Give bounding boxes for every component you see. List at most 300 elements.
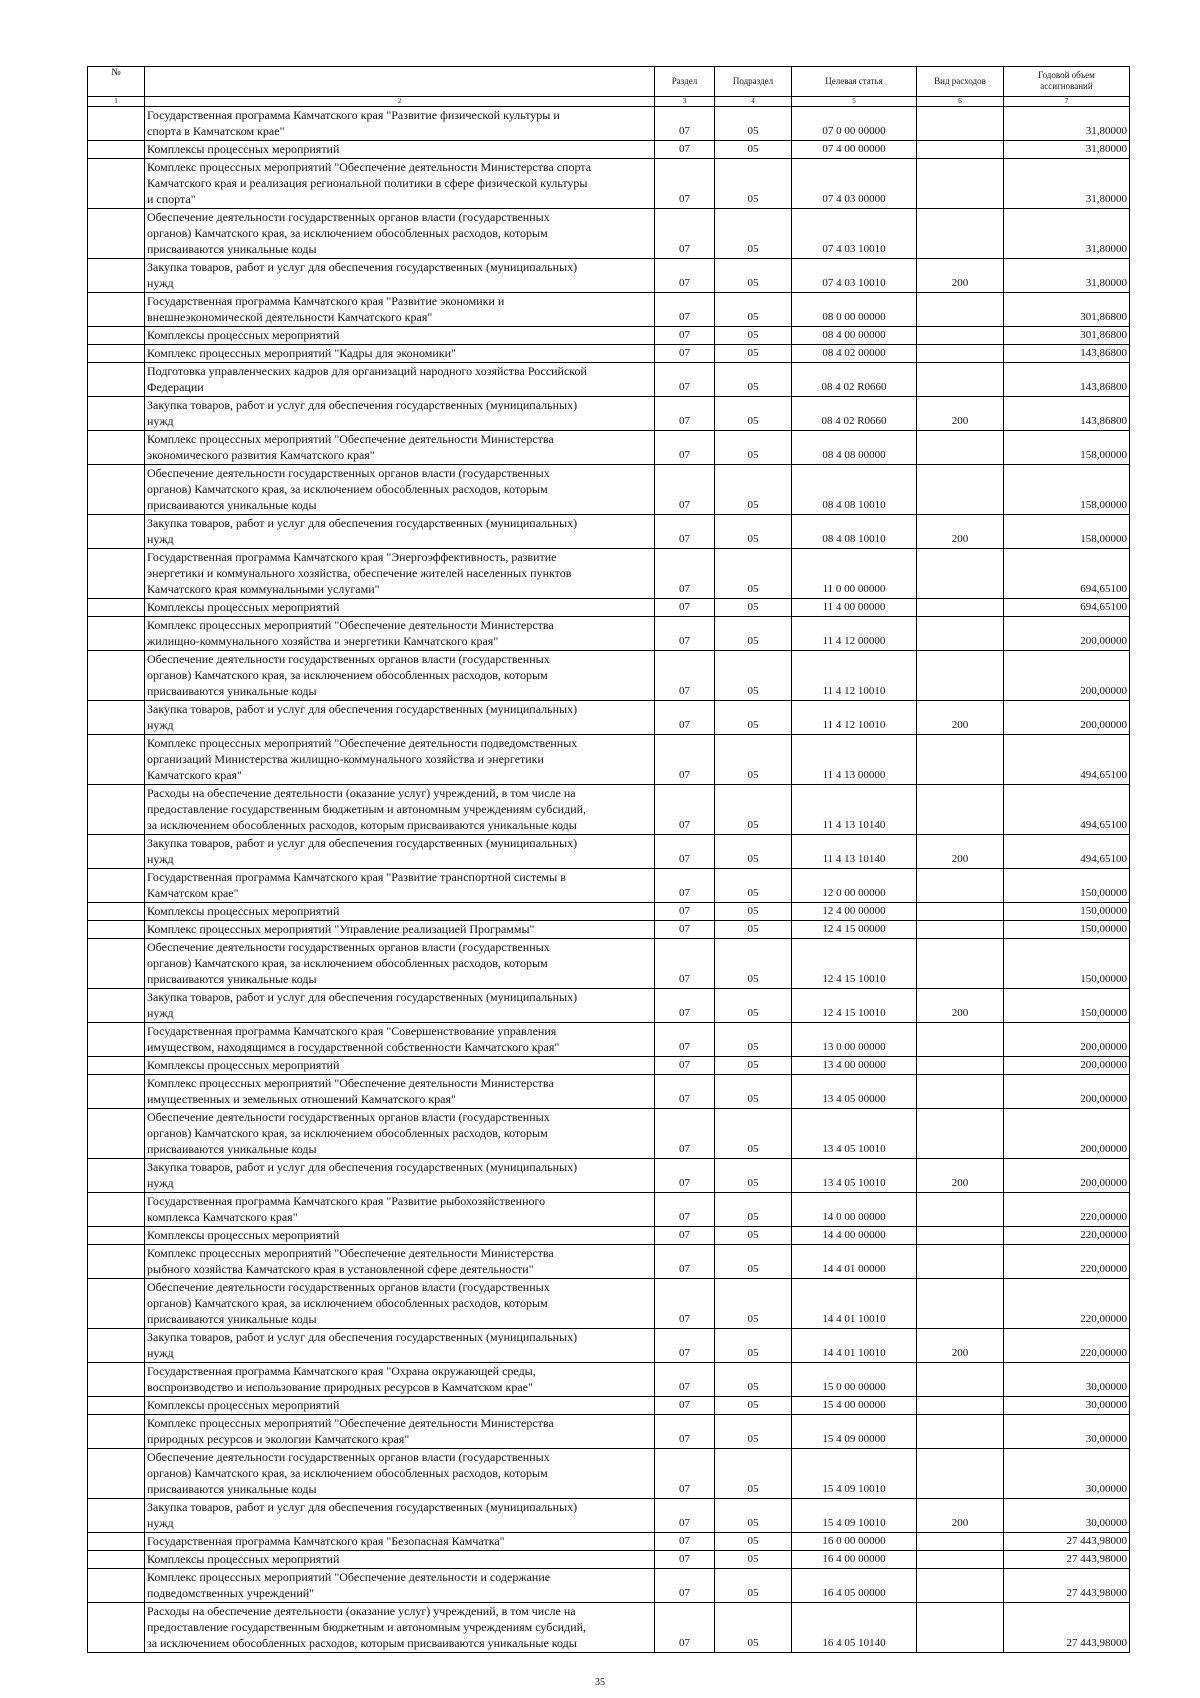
cell-amount: 158,00000 (1004, 431, 1130, 465)
name-line: Комплекс процессных мероприятий "Обеспечение деятельности Министерства спорта (147, 160, 592, 174)
cell-number (88, 1449, 145, 1499)
cell-subsection: 05 (715, 1227, 792, 1245)
name-line: Камчатского края и реализация региональной политики в сфере физической культуры (147, 176, 588, 190)
cell-target: 11 4 12 10010 (792, 651, 917, 701)
table-row (88, 259, 1130, 293)
name-line: органов) Камчатского края, за исключением обособленных расходов, которым (147, 1296, 548, 1310)
cell-amount: 301,86800 (1004, 293, 1130, 327)
cell-target: 11 0 00 00000 (792, 549, 917, 599)
column-number: 6 (917, 97, 1004, 107)
cell-expense-type: 200 (917, 835, 1004, 869)
cell-section: 07 (655, 1329, 715, 1363)
name-line: Камчатском крае" (147, 886, 239, 900)
header-amount-line: ассигнований (1040, 81, 1093, 91)
table-row (88, 835, 1130, 869)
name-line: внешнеэкономической деятельности Камчатского края" (147, 310, 433, 324)
cell-target: 13 4 05 10010 (792, 1159, 917, 1193)
cell-amount: 31,80000 (1004, 107, 1130, 141)
cell-subsection: 05 (715, 617, 792, 651)
name-line: Комплекс процессных мероприятий "Обеспечение деятельности Министерства (147, 432, 554, 446)
cell-amount: 694,65100 (1004, 599, 1130, 617)
cell-subsection: 05 (715, 903, 792, 921)
cell-number (88, 785, 145, 835)
cell-name (145, 1533, 655, 1551)
table-row (88, 515, 1130, 549)
cell-section: 07 (655, 209, 715, 259)
cell-expense-type (917, 869, 1004, 903)
cell-target: 11 4 12 10010 (792, 701, 917, 735)
cell-amount: 220,00000 (1004, 1227, 1130, 1245)
table-row (88, 431, 1130, 465)
column-numbers-row (88, 97, 1130, 107)
cell-target: 12 0 00 00000 (792, 869, 917, 903)
cell-section: 07 (655, 617, 715, 651)
cell-name (145, 989, 655, 1023)
name-line: Комплекс процессных мероприятий "Обеспечение деятельности и содержание (147, 1570, 551, 1584)
cell-expense-type (917, 939, 1004, 989)
cell-subsection: 05 (715, 1551, 792, 1569)
cell-subsection: 05 (715, 651, 792, 701)
name-line: органов) Камчатского края, за исключением обособленных расходов, которым (147, 1466, 548, 1480)
table-row (88, 1159, 1130, 1193)
table-row (88, 549, 1130, 599)
page-number: 35 (595, 1677, 605, 1688)
cell-number (88, 1057, 145, 1075)
cell-amount: 200,00000 (1004, 1109, 1130, 1159)
table-row (88, 107, 1130, 141)
cell-number (88, 1023, 145, 1057)
cell-section: 07 (655, 1057, 715, 1075)
cell-section: 07 (655, 1193, 715, 1227)
cell-subsection: 05 (715, 785, 792, 835)
cell-target: 15 4 09 10010 (792, 1449, 917, 1499)
cell-section: 07 (655, 1415, 715, 1449)
cell-name (145, 1603, 655, 1653)
cell-expense-type: 200 (917, 515, 1004, 549)
name-line: Закупка товаров, работ и услуг для обеспечения государственных (муниципальных) (147, 702, 578, 716)
cell-expense-type (917, 327, 1004, 345)
name-line: Комплексы процессных мероприятий (147, 142, 340, 156)
cell-subsection: 05 (715, 1075, 792, 1109)
cell-section: 07 (655, 651, 715, 701)
cell-target: 08 4 02 R0660 (792, 397, 917, 431)
cell-number (88, 345, 145, 363)
cell-subsection: 05 (715, 363, 792, 397)
cell-target: 08 4 02 00000 (792, 345, 917, 363)
cell-subsection: 05 (715, 1279, 792, 1329)
table-row (88, 209, 1130, 259)
cell-name (145, 1551, 655, 1569)
table-row (88, 701, 1130, 735)
name-line: экономического развития Камчатского края" (147, 448, 375, 462)
cell-target: 12 4 15 10010 (792, 989, 917, 1023)
cell-subsection: 05 (715, 1449, 792, 1499)
cell-section: 07 (655, 1603, 715, 1653)
name-line: имуществом, находящимся в государственной собственности Камчатского края" (147, 1040, 560, 1054)
cell-target: 13 4 05 00000 (792, 1075, 917, 1109)
name-line: Обеспечение деятельности государственных органов власти (государственных (147, 652, 550, 666)
cell-target: 08 4 08 10010 (792, 515, 917, 549)
cell-section: 07 (655, 1279, 715, 1329)
cell-name (145, 651, 655, 701)
cell-amount: 494,65100 (1004, 785, 1130, 835)
cell-target: 15 4 09 00000 (792, 1415, 917, 1449)
name-line: предоставление государственным бюджетным и автономным учреждениям субсидий, (147, 802, 587, 816)
cell-amount: 31,80000 (1004, 159, 1130, 209)
cell-target: 12 4 15 10010 (792, 939, 917, 989)
name-line: за исключением обособленных расходов, которым присваиваются уникальные коды (147, 818, 577, 832)
cell-name (145, 617, 655, 651)
cell-number (88, 1397, 145, 1415)
cell-section: 07 (655, 921, 715, 939)
cell-amount: 150,00000 (1004, 869, 1130, 903)
name-line: Комплексы процессных мероприятий (147, 1228, 340, 1242)
table-row (88, 869, 1130, 903)
cell-number (88, 1109, 145, 1159)
cell-expense-type (917, 1023, 1004, 1057)
cell-section: 07 (655, 363, 715, 397)
table-row (88, 1449, 1130, 1499)
cell-section: 07 (655, 735, 715, 785)
cell-number (88, 735, 145, 785)
name-line: природных ресурсов и экологии Камчатского края" (147, 1432, 410, 1446)
cell-section: 07 (655, 1023, 715, 1057)
name-line: Закупка товаров, работ и услуг для обеспечения государственных (муниципальных) (147, 1500, 578, 1514)
cell-name (145, 549, 655, 599)
cell-section: 07 (655, 1363, 715, 1397)
cell-amount: 30,00000 (1004, 1449, 1130, 1499)
name-line: Камчатского края коммунальными услугами" (147, 582, 380, 596)
cell-section: 07 (655, 397, 715, 431)
cell-expense-type (917, 345, 1004, 363)
cell-number (88, 209, 145, 259)
cell-subsection: 05 (715, 1397, 792, 1415)
name-line: нужд (147, 414, 174, 428)
cell-number (88, 835, 145, 869)
cell-number (88, 1551, 145, 1569)
cell-target: 11 4 13 00000 (792, 735, 917, 785)
cell-expense-type (917, 1279, 1004, 1329)
table-row (88, 921, 1130, 939)
cell-amount: 143,86800 (1004, 363, 1130, 397)
cell-amount: 150,00000 (1004, 989, 1130, 1023)
cell-amount: 143,86800 (1004, 345, 1130, 363)
cell-section: 07 (655, 1569, 715, 1603)
cell-name (145, 1193, 655, 1227)
header-target: Целевая статья (792, 67, 917, 97)
cell-subsection: 05 (715, 1023, 792, 1057)
cell-amount: 220,00000 (1004, 1279, 1130, 1329)
cell-number (88, 1415, 145, 1449)
cell-number (88, 465, 145, 515)
cell-target: 13 0 00 00000 (792, 1023, 917, 1057)
name-line: Государственная программа Камчатского края "Энергоэффективность, развитие (147, 550, 557, 564)
table-row (88, 141, 1130, 159)
cell-expense-type (917, 209, 1004, 259)
cell-number (88, 107, 145, 141)
cell-number (88, 293, 145, 327)
cell-subsection: 05 (715, 921, 792, 939)
cell-expense-type (917, 1415, 1004, 1449)
budget-table (87, 66, 1130, 1653)
table-row (88, 1551, 1130, 1569)
name-line: нужд (147, 852, 174, 866)
cell-number (88, 869, 145, 903)
cell-amount: 150,00000 (1004, 921, 1130, 939)
cell-amount: 31,80000 (1004, 209, 1130, 259)
cell-name (145, 1329, 655, 1363)
cell-section: 07 (655, 1109, 715, 1159)
cell-amount: 494,65100 (1004, 835, 1130, 869)
cell-target: 16 4 00 00000 (792, 1551, 917, 1569)
table-row (88, 1109, 1130, 1159)
cell-expense-type (917, 1057, 1004, 1075)
cell-number (88, 1075, 145, 1109)
table-row (88, 1499, 1130, 1533)
name-line: Комплексы процессных мероприятий (147, 1398, 340, 1412)
cell-subsection: 05 (715, 1603, 792, 1653)
cell-section: 07 (655, 345, 715, 363)
cell-subsection: 05 (715, 989, 792, 1023)
cell-expense-type (917, 617, 1004, 651)
cell-target: 11 4 13 10140 (792, 835, 917, 869)
name-line: органов) Камчатского края, за исключением обособленных расходов, которым (147, 956, 548, 970)
cell-expense-type: 200 (917, 397, 1004, 431)
table-row (88, 1603, 1130, 1653)
cell-number (88, 617, 145, 651)
cell-section: 07 (655, 1449, 715, 1499)
cell-number (88, 1499, 145, 1533)
cell-target: 14 4 00 00000 (792, 1227, 917, 1245)
cell-subsection: 05 (715, 465, 792, 515)
name-line: Комплекс процессных мероприятий "Обеспечение деятельности подведомственных (147, 736, 578, 750)
table-row (88, 1245, 1130, 1279)
cell-section: 07 (655, 327, 715, 345)
cell-expense-type (917, 465, 1004, 515)
cell-section: 07 (655, 431, 715, 465)
cell-name (145, 1363, 655, 1397)
table-row (88, 1533, 1130, 1551)
table-row (88, 989, 1130, 1023)
cell-target: 08 0 00 00000 (792, 293, 917, 327)
column-number: 4 (715, 97, 792, 107)
cell-section: 07 (655, 1075, 715, 1109)
cell-subsection: 05 (715, 1057, 792, 1075)
cell-target: 07 4 00 00000 (792, 141, 917, 159)
cell-name (145, 465, 655, 515)
cell-name (145, 1057, 655, 1075)
name-line: Комплексы процессных мероприятий (147, 1552, 340, 1566)
cell-subsection: 05 (715, 549, 792, 599)
table-row (88, 735, 1130, 785)
cell-subsection: 05 (715, 1329, 792, 1363)
name-line: Закупка товаров, работ и услуг для обеспечения государственных (муниципальных) (147, 516, 578, 530)
cell-expense-type: 200 (917, 259, 1004, 293)
name-line: Комплексы процессных мероприятий (147, 600, 340, 614)
cell-expense-type (917, 1603, 1004, 1653)
table-row (88, 939, 1130, 989)
cell-subsection: 05 (715, 327, 792, 345)
cell-number (88, 1193, 145, 1227)
name-line: Расходы на обеспечение деятельности (оказание услуг) учреждений, в том числе на (147, 786, 576, 800)
table-row (88, 345, 1130, 363)
name-line: Комплекс процессных мероприятий "Кадры для экономики" (147, 346, 456, 360)
name-line: нужд (147, 1006, 174, 1020)
header-section: Раздел (655, 67, 715, 97)
table-row (88, 1363, 1130, 1397)
cell-expense-type: 200 (917, 1329, 1004, 1363)
table-row (88, 1415, 1130, 1449)
name-line: Государственная программа Камчатского края "Совершенствование управления (147, 1024, 557, 1038)
cell-amount: 158,00000 (1004, 515, 1130, 549)
name-line: Комплекс процессных мероприятий "Управление реализацией Программы" (147, 922, 535, 936)
name-line: Закупка товаров, работ и услуг для обеспечения государственных (муниципальных) (147, 836, 578, 850)
cell-subsection: 05 (715, 259, 792, 293)
name-line: Государственная программа Камчатского края "Безопасная Камчатка" (147, 1534, 505, 1548)
cell-subsection: 05 (715, 1109, 792, 1159)
cell-expense-type (917, 1397, 1004, 1415)
cell-name (145, 345, 655, 363)
cell-subsection: 05 (715, 701, 792, 735)
name-line: Обеспечение деятельности государственных органов власти (государственных (147, 1450, 550, 1464)
cell-name (145, 293, 655, 327)
name-line: Комплекс процессных мероприятий "Обеспечение деятельности Министерства (147, 1246, 554, 1260)
cell-name (145, 835, 655, 869)
name-line: нужд (147, 1516, 174, 1530)
name-line: нужд (147, 532, 174, 546)
cell-target: 07 4 03 10010 (792, 209, 917, 259)
cell-target: 07 4 03 00000 (792, 159, 917, 209)
name-line: Федерации (147, 380, 204, 394)
cell-name (145, 735, 655, 785)
cell-number (88, 939, 145, 989)
cell-name (145, 785, 655, 835)
cell-expense-type (917, 903, 1004, 921)
name-line: имущественных и земельных отношений Камчатского края" (147, 1092, 456, 1106)
header-subsection: Подраздел (715, 67, 792, 97)
name-line: нужд (147, 1176, 174, 1190)
cell-expense-type (917, 293, 1004, 327)
name-line: Обеспечение деятельности государственных органов власти (государственных (147, 210, 550, 224)
cell-number (88, 1245, 145, 1279)
table-row (88, 1569, 1130, 1603)
cell-target: 16 0 00 00000 (792, 1533, 917, 1551)
table-row (88, 327, 1130, 345)
cell-expense-type (917, 107, 1004, 141)
cell-number (88, 651, 145, 701)
cell-name (145, 1279, 655, 1329)
cell-subsection: 05 (715, 939, 792, 989)
cell-amount: 220,00000 (1004, 1193, 1130, 1227)
name-line: Комплекс процессных мероприятий "Обеспечение деятельности Министерства (147, 1416, 554, 1430)
cell-amount: 200,00000 (1004, 1075, 1130, 1109)
name-line: организаций Министерства жилищно-коммунального хозяйства и энергетики (147, 752, 544, 766)
name-line: за исключением обособленных расходов, которым присваиваются уникальные коды (147, 1636, 577, 1650)
name-line: Закупка товаров, работ и услуг для обеспечения государственных (муниципальных) (147, 260, 578, 274)
cell-section: 07 (655, 1551, 715, 1569)
cell-expense-type: 200 (917, 989, 1004, 1023)
cell-name (145, 701, 655, 735)
cell-expense-type (917, 1449, 1004, 1499)
name-line: Государственная программа Камчатского края "Охрана окружающей среды, (147, 1364, 536, 1378)
cell-target: 11 4 12 00000 (792, 617, 917, 651)
cell-amount: 30,00000 (1004, 1363, 1130, 1397)
cell-subsection: 05 (715, 159, 792, 209)
column-number: 7 (1004, 97, 1130, 107)
name-line: присваиваются уникальные коды (147, 972, 317, 986)
cell-amount: 27 443,98000 (1004, 1533, 1130, 1551)
cell-expense-type (917, 431, 1004, 465)
cell-name (145, 599, 655, 617)
cell-section: 07 (655, 293, 715, 327)
cell-section: 07 (655, 515, 715, 549)
cell-target: 08 4 00 00000 (792, 327, 917, 345)
cell-expense-type (917, 1109, 1004, 1159)
name-line: воспроизводство и использование природных ресурсов в Камчатском крае" (147, 1380, 533, 1394)
name-line: Закупка товаров, работ и услуг для обеспечения государственных (муниципальных) (147, 398, 578, 412)
cell-subsection: 05 (715, 141, 792, 159)
cell-number (88, 141, 145, 159)
cell-expense-type: 200 (917, 701, 1004, 735)
cell-target: 07 0 00 00000 (792, 107, 917, 141)
cell-name (145, 327, 655, 345)
cell-number (88, 903, 145, 921)
cell-section: 07 (655, 785, 715, 835)
cell-expense-type (917, 1551, 1004, 1569)
cell-subsection: 05 (715, 1499, 792, 1533)
cell-expense-type (917, 1075, 1004, 1109)
name-line: Обеспечение деятельности государственных органов власти (государственных (147, 466, 550, 480)
column-number: 5 (792, 97, 917, 107)
name-line: Комплекс процессных мероприятий "Обеспечение деятельности Министерства (147, 1076, 554, 1090)
cell-amount: 200,00000 (1004, 1023, 1130, 1057)
cell-target: 14 0 00 00000 (792, 1193, 917, 1227)
cell-expense-type: 200 (917, 1499, 1004, 1533)
cell-name (145, 1075, 655, 1109)
name-line: Государственная программа Камчатского края "Развитие физической культуры и (147, 108, 560, 122)
cell-name (145, 869, 655, 903)
name-line: присваиваются уникальные коды (147, 684, 317, 698)
cell-expense-type (917, 363, 1004, 397)
cell-amount: 200,00000 (1004, 651, 1130, 701)
cell-target: 08 4 08 10010 (792, 465, 917, 515)
cell-target: 15 0 00 00000 (792, 1363, 917, 1397)
cell-name (145, 1245, 655, 1279)
cell-number (88, 1227, 145, 1245)
table-body (88, 107, 1130, 1653)
cell-subsection: 05 (715, 397, 792, 431)
table-row (88, 1057, 1130, 1075)
name-line: спорта в Камчатском крае" (147, 124, 285, 138)
cell-subsection: 05 (715, 1533, 792, 1551)
cell-section: 07 (655, 903, 715, 921)
cell-section: 07 (655, 159, 715, 209)
cell-amount: 494,65100 (1004, 735, 1130, 785)
cell-number (88, 363, 145, 397)
name-line: рыбного хозяйства Камчатского края в установленной сфере деятельности" (147, 1262, 534, 1276)
cell-name (145, 903, 655, 921)
cell-name (145, 1449, 655, 1499)
cell-name (145, 363, 655, 397)
cell-number (88, 1279, 145, 1329)
cell-section: 07 (655, 989, 715, 1023)
table-row (88, 363, 1130, 397)
cell-subsection: 05 (715, 431, 792, 465)
cell-section: 07 (655, 1533, 715, 1551)
cell-amount: 31,80000 (1004, 259, 1130, 293)
header-amount (1004, 67, 1130, 97)
cell-section: 07 (655, 259, 715, 293)
